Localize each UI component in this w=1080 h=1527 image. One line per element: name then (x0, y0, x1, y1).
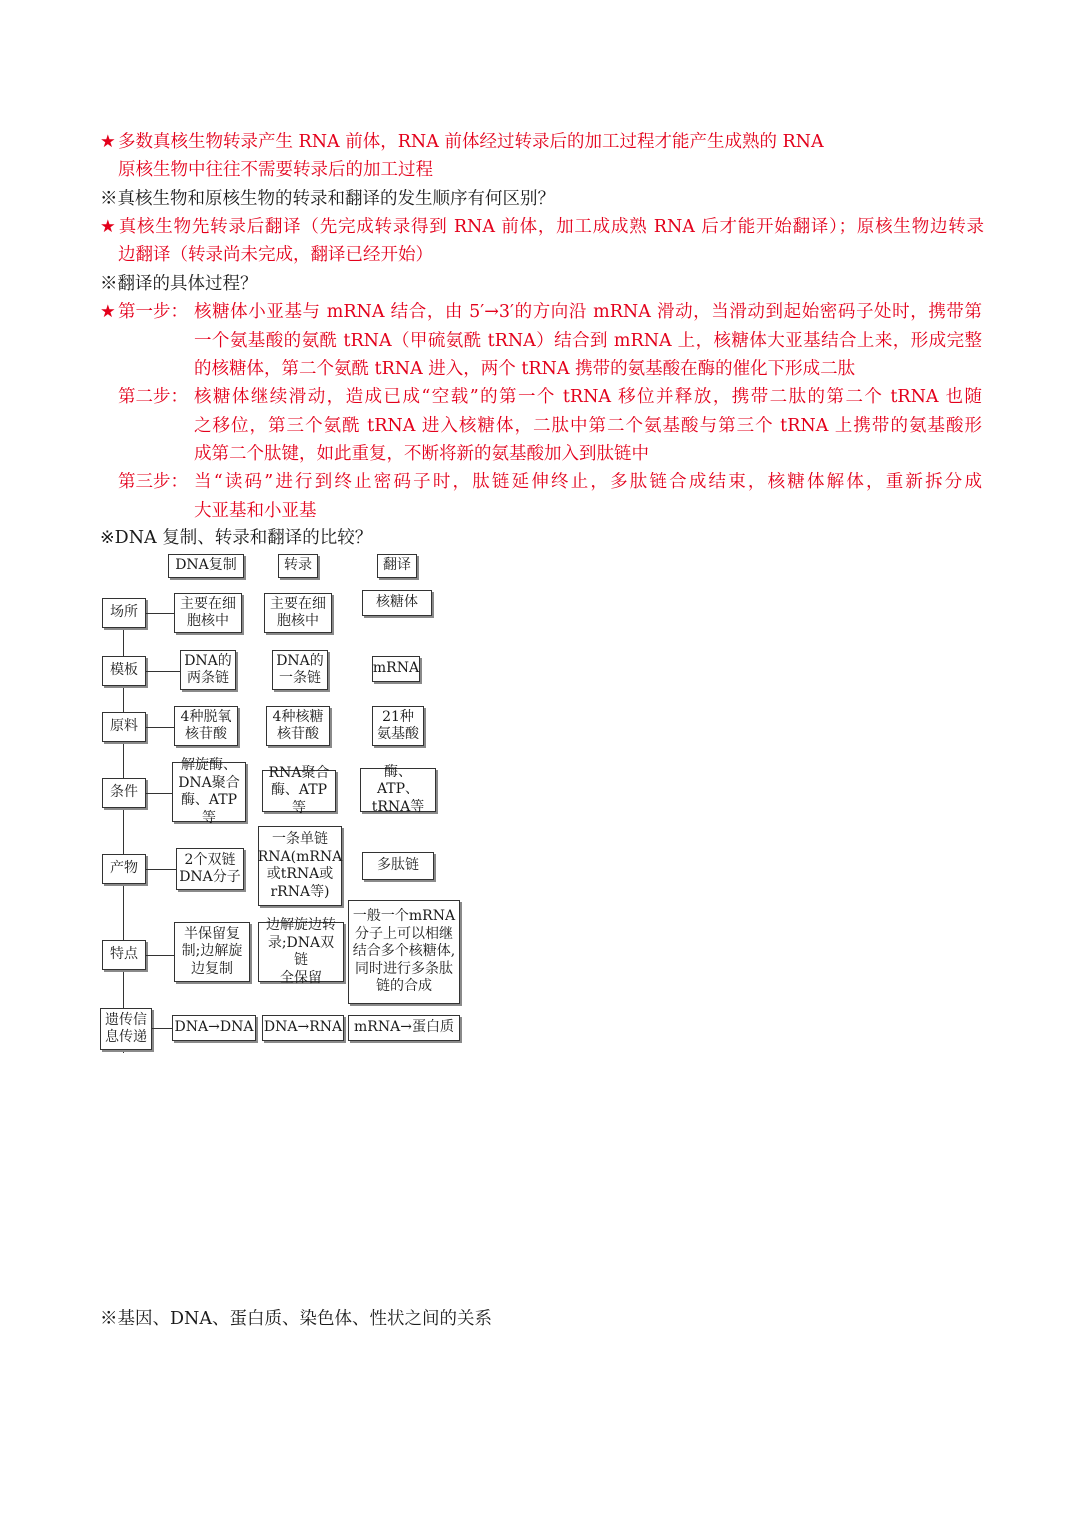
row-label-products: 产物 (102, 854, 146, 884)
cell-products-replication: 2个双链 DNA分子 (176, 848, 244, 890)
row-label-materials: 原料 (102, 712, 146, 742)
cell-conditions-transcription: RNA聚合 酶、ATP等 (262, 770, 336, 812)
cell-features-transcription: 边解旋边转 录;DNA双链 全保留 (258, 922, 344, 982)
step-1-label: 第一步： (118, 302, 188, 322)
cell-transfer-translation: mRNA→蛋白质 (348, 1015, 460, 1041)
row-label-template: 模板 (102, 656, 146, 686)
star-icon: ★ (100, 302, 116, 322)
connector (146, 727, 174, 728)
cell-features-translation: 一般一个mRNA 分子上可以相继 结合多个核糖体, 同时进行多条肽 链的合成 (348, 900, 460, 1004)
cell-template-translation: mRNA (372, 656, 420, 682)
cell-materials-transcription: 4种核糖 核苷酸 (266, 706, 330, 746)
cell-features-replication: 半保留复 制;边解旋 边复制 (174, 922, 250, 982)
step-2-text-2: 之移位，第三个氨酰 tRNA 进入核糖体，二肽中第二个氨基酸与第三个 tRNA 上携带的氨基酸形 (194, 416, 982, 436)
row-label-conditions: 条件 (102, 778, 146, 808)
row-label-features: 特点 (102, 940, 146, 970)
header-dna-replication: DNA复制 (168, 554, 244, 578)
connector (152, 1028, 172, 1029)
cell-template-replication: DNA的 两条链 (180, 650, 236, 690)
answer-1-text-1: 真核生物先转录后翻译（先完成转录得到 RNA 前体，加工成成熟 RNA 后才能开始翻译）；原核生物边转录 (118, 217, 984, 237)
step-1-text-3: 的核糖体，第二个氨酰 tRNA 进入，两个 tRNA 携带的氨基酸在酶的催化下形成二肽 (194, 359, 856, 379)
note-text-1: 多数真核生物转录产生 RNA 前体，RNA 前体经过转录后的加工过程才能产生成熟的 RNA (118, 132, 824, 152)
cell-location-transcription: 主要在细 胞核中 (264, 593, 332, 633)
cell-transfer-transcription: DNA→RNA (262, 1015, 344, 1041)
cell-transfer-replication: DNA→DNA (172, 1015, 256, 1041)
star-icon: ★ (100, 217, 116, 237)
connector (146, 613, 174, 614)
comparison-diagram (96, 548, 466, 1054)
cell-conditions-replication: 解旋酶、 DNA聚合 酶、ATP等 (172, 762, 246, 822)
step-3-text-2: 大亚基和小亚基 (194, 501, 317, 521)
question-3: ※DNA 复制、转录和翻译的比较？ (100, 528, 373, 548)
step-3-text-1: 当“读码”进行到终止密码子时，肽链延伸终止，多肽链合成结束，核糖体解体，重新拆分成 (194, 472, 982, 492)
cell-materials-translation: 21种 氨基酸 (372, 706, 424, 746)
connector (146, 793, 172, 794)
cell-location-translation: 核糖体 (362, 590, 432, 616)
question-2: ※翻译的具体过程？ (100, 274, 258, 294)
answer-1-line-2: 边翻译（转录尚未完成，翻译已经开始） (118, 245, 433, 265)
row-label-info-transfer: 遗传信 息传递 (100, 1008, 152, 1050)
cell-template-transcription: DNA的 一条链 (272, 650, 328, 690)
step-2-text-1: 核糖体继续滑动，造成已成“空载”的第一个 tRNA 移位并释放，携带二肽的第二个 tRNA 也随 (194, 387, 982, 407)
cell-conditions-translation: 酶、ATP、 tRNA等 (360, 768, 436, 812)
question-1: ※真核生物和原核生物的转录和翻译的发生顺序有何区别？ (100, 189, 555, 209)
star-icon: ★ (100, 132, 116, 152)
connector (146, 869, 176, 870)
answer-1-line-1 (100, 213, 984, 241)
step-1-label-line (100, 298, 188, 326)
step-1-text-2: 一个氨基酸的氨酰 tRNA（甲硫氨酰 tRNA）结合到 mRNA 上，核糖体大亚基结合上来，形成完整 (194, 331, 982, 351)
step-2-text-3: 成第二个肽键，如此重复，不断将新的氨基酸加入到肽链中 (194, 444, 649, 464)
connector (146, 955, 174, 956)
connector (146, 671, 180, 672)
row-label-location: 场所 (102, 598, 146, 628)
cell-materials-replication: 4种脱氧 核苷酸 (174, 706, 238, 746)
step-2-label: 第二步： (118, 387, 188, 407)
header-transcription: 转录 (278, 554, 318, 578)
cell-location-replication: 主要在细 胞核中 (174, 593, 242, 633)
step-1-text-1: 核糖体小亚基与 mRNA 结合，由 5′→3′的方向沿 mRNA 滑动，当滑动到起始密码子处时，携带第 (194, 302, 982, 322)
cell-products-translation: 多肽链 (362, 852, 434, 880)
note-line-2: 原核生物中往往不需要转录后的加工过程 (118, 160, 433, 180)
question-4: ※基因、DNA、蛋白质、染色体、性状之间的关系 (100, 1309, 492, 1329)
step-3-label: 第三步： (118, 472, 188, 492)
note-line-1 (100, 128, 824, 156)
header-translation: 翻译 (377, 554, 417, 578)
cell-products-transcription: 一条单链 RNA(mRNA 或tRNA或 rRNA等) (258, 826, 342, 906)
